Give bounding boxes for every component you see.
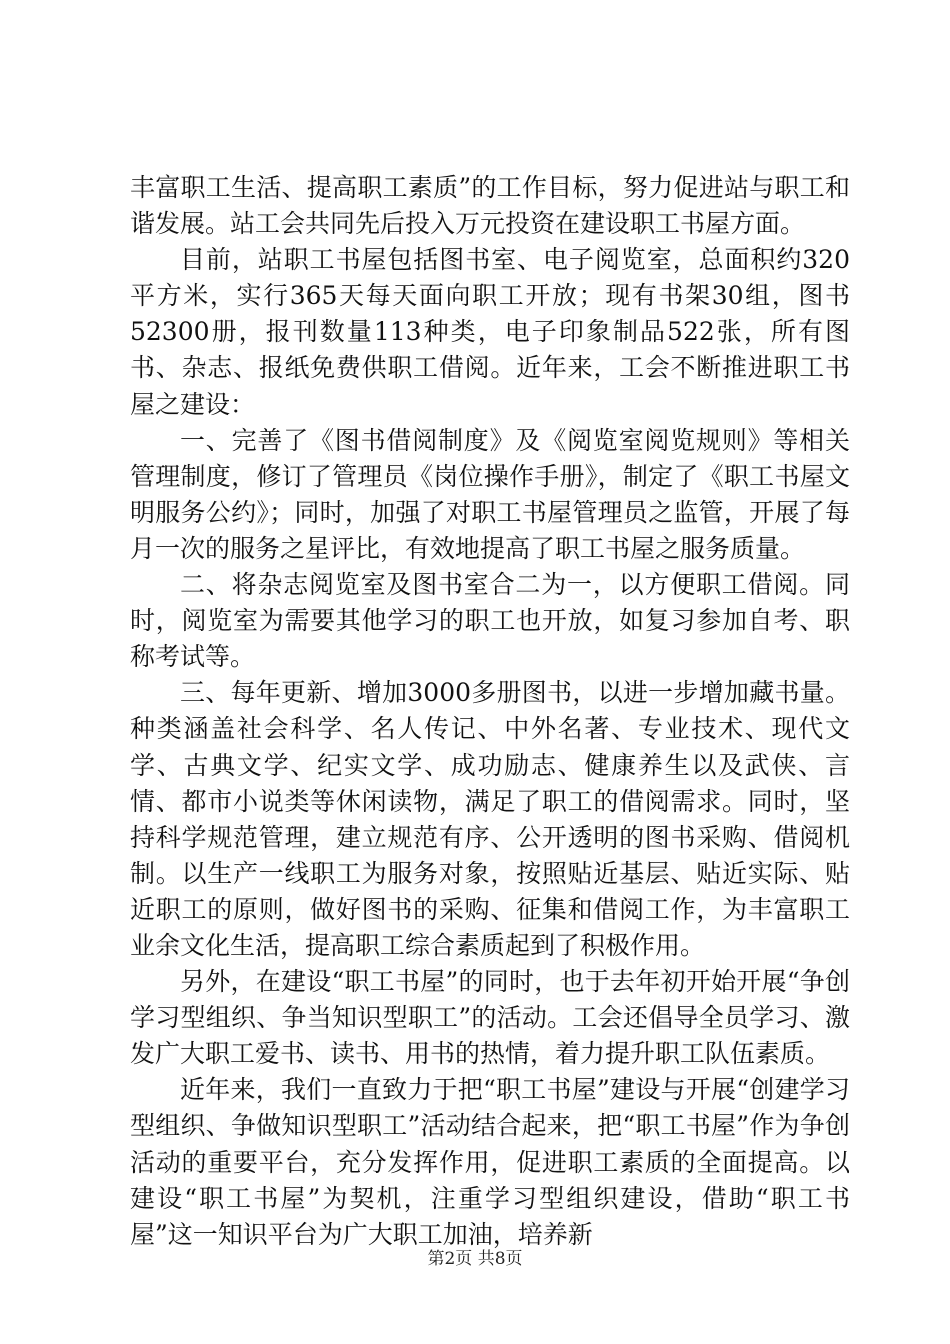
paragraph-recent-years: 近年来，我们一直致力于把“职工书屋”建设与开展“创建学习型组织、争做知识型职工”活动结合起来，把“职工书屋”作为争创活动的重要平台，充分发挥作用，促进职工素质的全面提高。以建设“职工书屋”为契机，注重学习型组织建设，借助“职工书屋”这一知识平台为广大职工加油，培养新 [130, 1075, 850, 1249]
page-number-footer: 第2页 共8页 [427, 1249, 523, 1269]
paragraph-additional: 另外，在建设“职工书屋”的同时，也于去年初开始开展“争创学习型组织、争当知识型职工”的活动。工会还倡导全员学习、激发广大职工爱书、读书、用书的热情，着力提升职工队伍素质。 [130, 967, 850, 1069]
document-body [130, 170, 850, 1253]
paragraph-item-two: 二、将杂志阅览室及图书室合二为一，以方便职工借阅。同时，阅览室为需要其他学习的职工也开放，如复习参加自考、职称考试等。 [130, 570, 850, 672]
paragraph-item-three: 三、每年更新、增加3000多册图书，以进一步增加藏书量。种类涵盖社会科学、名人传记、中外名著、专业技术、现代文学、古典文学、纪实文学、成功励志、健康养生以及武侠、言情、都市小说类等休闲读物，满足了职工的借阅需求。同时，坚持科学规范管理，建立规范有序、公开透明的图书采购、借阅机制。以生产一线职工为服务对象，按照贴近基层、贴近实际、贴近职工的原则，做好图书的采购、征集和借阅工作，为丰富职工业余文化生活，提高职工综合素质起到了积极作用。 [130, 678, 850, 960]
paragraph-item-one: 一、完善了《图书借阅制度》及《阅览室阅览规则》等相关管理制度，修订了管理员《岗位操作手册》，制定了《职工书屋文明服务公约》；同时，加强了对职工书屋管理员之监管，开展了每月一次的服务之星评比，有效地提高了职工书屋之服务质量。 [130, 425, 850, 563]
paragraph-overview: 目前，站职工书屋包括图书室、电子阅览室，总面积约320平方米，实行365天每天面向职工开放；现有书架30组，图书52300册，报刊数量113种类，电子印象制品522张，所有图书、杂志、报纸免费供职工借阅。近年来，工会不断推进职工书屋之建设： [130, 245, 850, 419]
paragraph-continuation: 丰富职工生活、提高职工素质”的工作目标，努力促进站与职工和谐发展。站工会共同先后投入万元投资在建设职工书屋方面。 [130, 173, 850, 239]
